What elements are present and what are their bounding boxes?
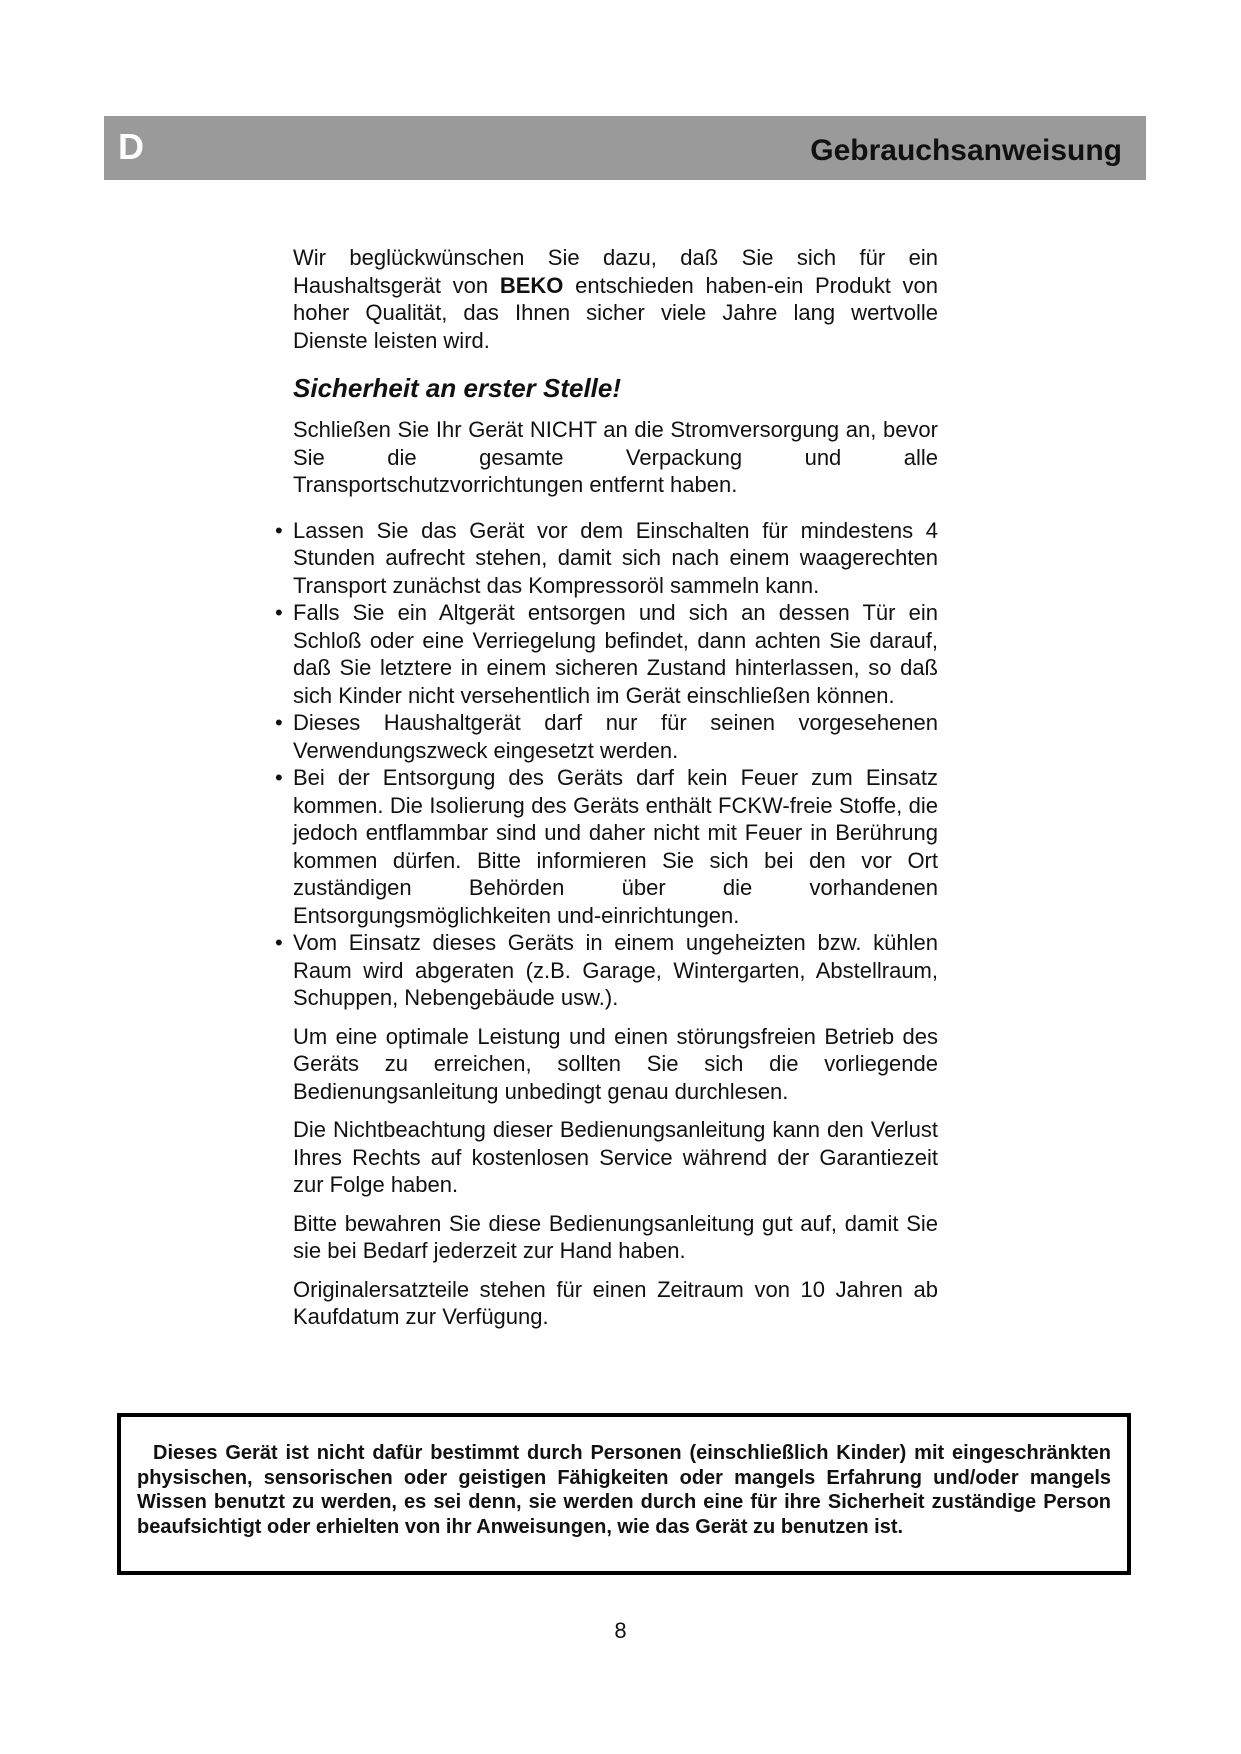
bullet-icon: • xyxy=(275,710,283,735)
bullet-icon: • xyxy=(275,930,283,955)
bullet-icon: • xyxy=(275,765,283,790)
bullet-item xyxy=(275,599,938,709)
main-content xyxy=(275,244,938,1342)
keep-manual-paragraph: Bitte bewahren Sie diese Bedienungsanleitung gut auf, damit Sie sie bei Bedarf jederzeit zur Hand haben. xyxy=(293,1210,938,1263)
bullet-item xyxy=(275,929,938,1012)
bullet-item xyxy=(275,709,938,764)
page-title: Gebrauchsanweisung xyxy=(810,134,1122,167)
bullet-text: Vom Einsatz dieses Geräts in einem ungeheizten bzw. kühlen Raum wird abgeraten (z.B. Garage, Wintergarten, Abstellraum, Schuppen, Nebengebäude usw.). xyxy=(293,930,938,1010)
warning-text: Dieses Gerät ist nicht dafür bestimmt durch Personen (einschließlich Kinder) mit eingeschränkten physischen, sensorischen oder geistigen Fähigkeiten oder mangels Erfahrung und/oder mangels Wissen benutzt zu werden, es sei denn, sie werden durch eine für ihre Sicherheit zuständige Person beaufsichtigt oder erhielten von ihr Anweisungen, wie das Gerät zu benutzen ist. xyxy=(137,1442,1111,1538)
bullet-text: Bei der Entsorgung des Geräts darf kein Feuer zum Einsatz kommen. Die Isolierung des Geräts enthält FCKW-freie Stoffe, die jedoch entflammbar sind und daher nicht mit Feuer in Berührung kommen dürfen. Bitte informieren Sie sich bei den vor Ort zuständigen Behörden über die vorhandenen Entsorgungsmöglichkeiten und-einrichtungen. xyxy=(293,765,938,928)
bullet-text: Dieses Haushaltgerät darf nur für seinen vorgesehenen Verwendungszweck eingesetzt werden. xyxy=(293,710,938,763)
warning-box xyxy=(117,1413,1131,1575)
intro-paragraph xyxy=(293,244,938,354)
bullet-icon: • xyxy=(275,517,283,543)
page-number: 8 xyxy=(614,1618,627,1643)
usage-paragraph: Um eine optimale Leistung und einen störungsfreien Betrieb des Geräts zu erreichen, sollten Sie sich die vorliegende Bedienungsanleitung unbedingt genau durchlesen. xyxy=(293,1023,938,1104)
bullet-text: Falls Sie ein Altgerät entsorgen und sich an dessen Tür ein Schloß oder eine Verriegelung befindet, dann achten Sie darauf, daß Sie letztere in einem sicheren Zustand hinterlassen, so daß sich Kinder nicht versehentlich im Gerät einschließen können. xyxy=(293,600,938,708)
bullet-item xyxy=(275,764,938,929)
warranty-paragraph: Die Nichtbeachtung dieser Bedienungsanleitung kann den Verlust Ihres Rechts auf kostenlosen Service während der Garantiezeit zur Folge haben. xyxy=(293,1117,938,1197)
safety-heading: Sicherheit an erster Stelle! xyxy=(293,373,622,403)
spare-parts-paragraph: Originalersatzteile stehen für einen Zeitraum von 10 Jahren ab Kaufdatum zur Verfügung. xyxy=(293,1276,938,1329)
language-code: D xyxy=(118,126,144,167)
bullet-text: Lassen Sie das Gerät vor dem Einschalten für mindestens 4 Stunden aufrecht stehen, damit sich nach einem waagerechten Transport zunächst das Kompressoröl sammeln kann. xyxy=(293,517,938,598)
bullet-item xyxy=(275,517,938,600)
header-bar xyxy=(104,116,1146,180)
safety-bullet-list xyxy=(275,517,938,1012)
brand-name: BEKO xyxy=(499,272,564,298)
intro-text-start: Wir beglückwünschen Sie dazu, daß Sie sich für ein Haushaltsgerät von xyxy=(293,245,938,298)
bullet-icon: • xyxy=(275,600,283,625)
safety-intro-paragraph: Schließen Sie Ihr Gerät NICHT an die Stromversorgung an, bevor Sie die gesamte Verpackung und alle Transportschutzvorrichtungen entfernt haben. xyxy=(293,417,938,497)
intro-text-end: entschieden haben-ein Produkt von hoher Qualität, das Ihnen sicher viele Jahre lang wertvolle Dienste leisten wird. xyxy=(293,272,938,353)
